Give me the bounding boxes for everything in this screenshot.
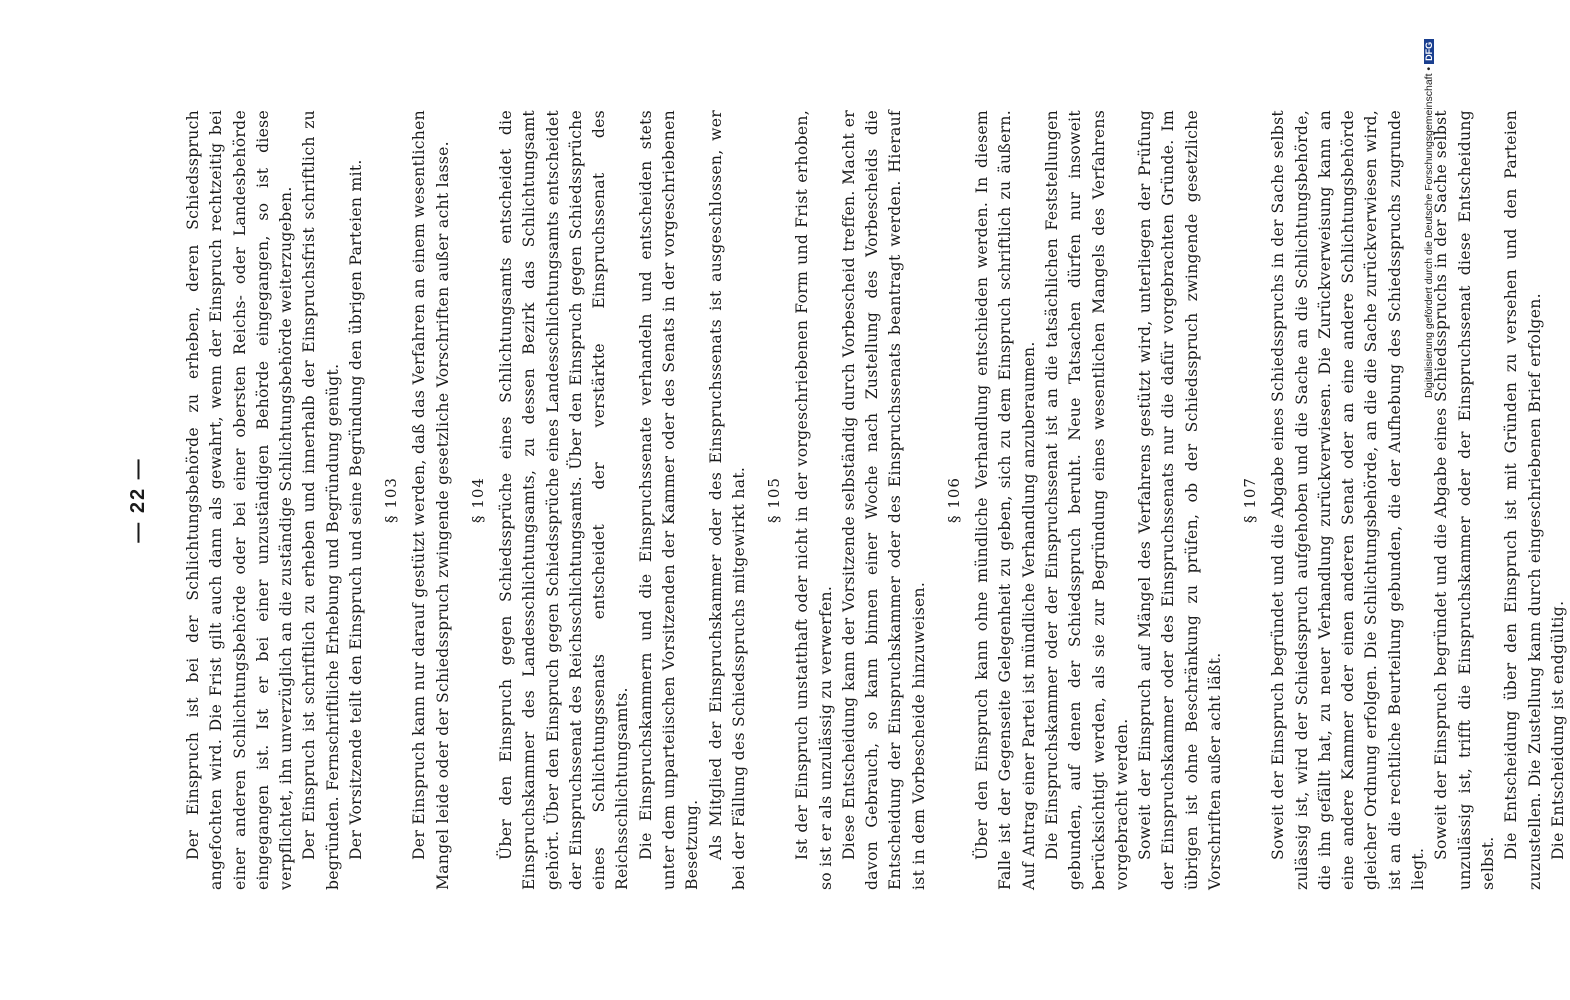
section-heading: § 106 bbox=[945, 477, 964, 523]
section bbox=[1241, 110, 1570, 890]
dfg-logo: DFG bbox=[1424, 39, 1434, 64]
paragraph: Soweit der Einspruch begründet und die Abgabe eines Schiedsspruchs in der Sache selbst unzulässig ist, trifft die Einspruchskammer oder der Einspruchssenat diese Entscheidung selbst. bbox=[1432, 110, 1497, 890]
paragraph: Als Mitglied der Einspruchskammer oder des Einspruchssenats ist ausgeschlossen, wer bei der Fällung des Schiedsspruchs mitgewirkt hat. bbox=[706, 110, 748, 890]
section-heading: § 107 bbox=[1241, 477, 1260, 523]
intro-paragraphs bbox=[182, 110, 368, 890]
section bbox=[945, 110, 1227, 890]
section bbox=[765, 110, 931, 890]
credit-text: Digitalisierung gefördert durch die Deutsche Forschungsgemeinschaft • bbox=[1423, 66, 1435, 398]
paragraph: Über den Einspruch kann ohne mündliche Verhandlung entschieden werden. In diesem Falle ist der Gegenseite Gelegenheit zu geben, sich zu dem Einspruch schriftlich zu äußern. Auf Antrag einer Partei ist mündliche Verhandlung anzuberaumen. bbox=[973, 110, 1038, 890]
section-heading: § 104 bbox=[468, 477, 487, 523]
paragraph: Der Einspruch kann nur darauf gestützt werden, daß das Verfahren an einem wesentlichen Mangel leide oder der Schiedsspruch zwingende gesetzliche Vorschriften außer acht lasse. bbox=[410, 110, 452, 890]
paragraph: Über den Einspruch gegen Schiedssprüche eines Schlichtungsamts entscheidet die Einspruchskammer des Landesschlichtungsamts, zu dessen Bezirk das Schlichtungsamt gehört. Über den Einspruch gegen Schiedssprüche eines Landesschlichtungsamts entscheidet der Einspruchssenat des Reichsschlichtungsamts. Über den Einspruch gegen Schiedssprüche eines Schlichtungssenats entscheidet der verstärkte Einspruchssenat des Reichsschlichtungsamts. bbox=[496, 110, 632, 890]
sections-container bbox=[382, 110, 1570, 890]
section-heading: § 105 bbox=[765, 477, 784, 523]
paragraph: Die Entscheidung über den Einspruch ist mit Gründen zu versehen und den Parteien zuzustellen. Die Zustellung kann durch eingeschriebenen Brief erfolgen. bbox=[1502, 110, 1544, 890]
paragraph: Ist der Einspruch unstatthaft oder nicht in der vorgeschriebenen Form und Frist erhoben, so ist er als unzulässig zu verwerfen. bbox=[793, 110, 835, 890]
paragraph: Die Einspruchskammer oder der Einspruchssenat ist an die tatsächlichen Feststellungen gebunden, auf denen der Schiedsspruch beruht. Neue Tatsachen dürfen nur insoweit berücksichtigt werden, als sie zur Begründung eines wesentlichen Mangels des Verfahrens vorgebracht werden. bbox=[1042, 110, 1131, 890]
section bbox=[382, 110, 455, 890]
paragraph: Soweit der Einspruch begründet und die Abgabe eines Schiedsspruchs in der Sache selbst zulässig ist, wird der Schiedsspruch aufgehoben und die Sache an die Schlichtungsbehörde, die ihn gefällt hat, zu neuer Verhandlung zurückverwiesen. Die Zurückverweisung kann an eine andere Kammer oder einen anderen Senat oder an eine andere Schlichtungsbehörde gleicher Ordnung erfolgen. Die Schlichtungsbehörde, an die die Sache zurückverwiesen wird, ist an die rechtliche Beurteilung gebunden, die der Aufhebung des Schiedsspruchs zugrunde liegt. bbox=[1269, 110, 1428, 890]
paragraph: Soweit der Einspruch auf Mängel des Verfahrens gestützt wird, unterliegen der Prüfung der Einspruchskammer oder des Einspruchssenats nur die dafür vorgebrachten Gründe. Im übrigen ist ohne Beschränkung zu prüfen, ob der Schiedsspruch zwingende gesetzliche Vorschriften außer acht läßt. bbox=[1136, 110, 1224, 890]
credit-line bbox=[1422, 8, 1436, 398]
page-number: — 22 — bbox=[127, 457, 149, 543]
paragraph: Der Einspruch ist bei der Schlichtungsbehörde zu erheben, deren Schiedsspruch angefochten wird. Die Frist gilt auch dann als gewahrt, wenn der Einspruch rechtzeitig bei einer anderen Schlichtungsbehörde oder bei einer obersten Reichs- oder Landesbehörde eingegangen ist. Ist er bei einer unzuständigen Behörde eingegangen, so ist diese verpflichtet, ihn unverzüglich an die zuständige Schlichtungsbehörde weiterzugeben. bbox=[184, 110, 296, 890]
paragraph: Diese Entscheidung kann der Vorsitzende selbständig durch Vorbescheid treffen. Macht er davon Gebrauch, so kann binnen einer Woche nach Zustellung des Vorbescheids die Entscheidung der Einspruchskammer oder des Einspruchssenats beantragt werden. Hierauf ist in dem Vorbescheide hinzuweisen. bbox=[839, 110, 928, 890]
paragraph: Die Einspruchskammern und die Einspruchssenate verhandeln und entscheiden stets unter dem unparteiischen Vorsitzenden der Kammer oder des Senats in der vorgeschriebenen Besetzung. bbox=[636, 110, 702, 890]
paragraph: Die Entscheidung ist endgültig. bbox=[1548, 600, 1567, 860]
section-heading: § 103 bbox=[382, 477, 401, 523]
paragraph: Der Einspruch ist schriftlich zu erheben und innerhalb der Einspruchsfrist schriftlich zu begründen. Fernschriftliche Erhebung und Begründung genügt. bbox=[300, 110, 342, 890]
paragraph: Der Vorsitzende teilt den Einspruch und seine Begründung den übrigen Parteien mit. bbox=[347, 159, 366, 860]
digitization-credit bbox=[1420, 8, 1436, 398]
section bbox=[469, 110, 751, 890]
